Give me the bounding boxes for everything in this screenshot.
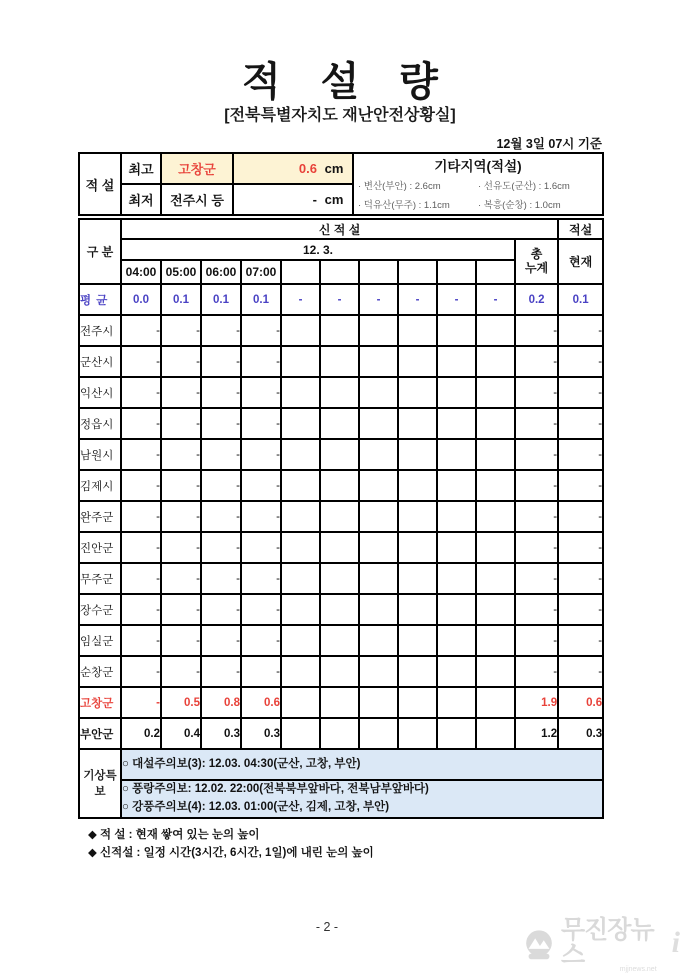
summary-label: 적 설: [79, 153, 121, 215]
row-label: 임실군: [79, 625, 121, 656]
value-cell: [281, 470, 320, 501]
value-cell: [398, 439, 437, 470]
advisory-content: [121, 749, 603, 780]
value-cell: [398, 408, 437, 439]
current-cell: 0.1: [558, 284, 603, 315]
value-cell: -: [201, 315, 241, 346]
other-regions-title: 기타지역(적설): [434, 158, 522, 174]
summary-min-value-cell: [233, 184, 353, 215]
value-cell: [281, 656, 320, 687]
table-row: [79, 532, 603, 563]
current-cell: -: [558, 501, 603, 532]
table-row: [79, 656, 603, 687]
total-cell: -: [515, 408, 558, 439]
value-cell: [476, 532, 515, 563]
value-cell: [359, 563, 398, 594]
time-header: [320, 260, 359, 284]
row-label: 평 균: [79, 284, 121, 315]
row-label: 전주시: [79, 315, 121, 346]
value-cell: -: [476, 284, 515, 315]
value-cell: 0.8: [201, 687, 241, 718]
row-label: 고창군: [79, 687, 121, 718]
summary-max-value-cell: [233, 153, 353, 184]
value-cell: -: [161, 656, 201, 687]
value-cell: -: [121, 625, 161, 656]
other-region-item: · 변산(부안) : 2.6cm: [358, 180, 441, 192]
value-cell: [398, 315, 437, 346]
snow-summary-table: [78, 152, 604, 216]
value-cell: -: [121, 656, 161, 687]
value-cell: [281, 501, 320, 532]
value-cell: -: [241, 594, 281, 625]
value-cell: [359, 687, 398, 718]
value-cell: 0.0: [121, 284, 161, 315]
current-cell: -: [558, 594, 603, 625]
time-header: 07:00: [241, 260, 281, 284]
value-cell: [398, 625, 437, 656]
watermark-i-mark: i: [671, 925, 680, 959]
value-cell: [437, 656, 476, 687]
table-row: [79, 594, 603, 625]
value-cell: [281, 346, 320, 377]
snow-header: 적설: [558, 219, 603, 239]
current-cell: -: [558, 563, 603, 594]
total-cell: -: [515, 470, 558, 501]
total-cell: -: [515, 501, 558, 532]
advisory-line: ○ 대설주의보(3): 12.03. 04:30(군산, 고창, 부안): [122, 757, 361, 770]
current-cell: -: [558, 532, 603, 563]
value-cell: [320, 594, 359, 625]
value-cell: -: [121, 532, 161, 563]
value-cell: -: [201, 439, 241, 470]
value-cell: [320, 439, 359, 470]
value-cell: [320, 346, 359, 377]
current-cell: -: [558, 408, 603, 439]
summary-max-value: 0.6: [298, 161, 317, 176]
value-cell: [437, 625, 476, 656]
time-header: 05:00: [161, 260, 201, 284]
value-cell: [437, 439, 476, 470]
value-cell: -: [201, 346, 241, 377]
value-cell: [320, 501, 359, 532]
value-cell: [320, 377, 359, 408]
value-cell: [476, 408, 515, 439]
value-cell: [476, 594, 515, 625]
time-header: [359, 260, 398, 284]
value-cell: -: [201, 377, 241, 408]
value-cell: [476, 315, 515, 346]
row-label: 순창군: [79, 656, 121, 687]
value-cell: [476, 470, 515, 501]
value-cell: [398, 470, 437, 501]
value-cell: -: [241, 563, 281, 594]
advisory-row: [79, 780, 603, 818]
watermark-text: [561, 918, 671, 973]
value-cell: -: [241, 346, 281, 377]
value-cell: [476, 625, 515, 656]
summary-min-value: -: [312, 192, 317, 207]
value-cell: [320, 687, 359, 718]
value-cell: -: [121, 439, 161, 470]
value-cell: [359, 439, 398, 470]
value-cell: -: [161, 470, 201, 501]
value-cell: -: [161, 501, 201, 532]
value-cell: -: [121, 377, 161, 408]
other-region-item: · 복흥(순창) : 1.0cm: [478, 199, 561, 211]
value-cell: 0.1: [201, 284, 241, 315]
footnotes: [88, 826, 374, 863]
total-cell: -: [515, 315, 558, 346]
table-row: [79, 625, 603, 656]
value-cell: 0.1: [161, 284, 201, 315]
value-cell: [281, 594, 320, 625]
current-cell: 0.6: [558, 687, 603, 718]
value-cell: [437, 377, 476, 408]
footnote-snow: ◆ 적 설 : 현재 쌓여 있는 눈의 높이: [88, 829, 260, 841]
value-cell: [398, 346, 437, 377]
value-cell: [437, 532, 476, 563]
row-label: 무주군: [79, 563, 121, 594]
total-cell: -: [515, 563, 558, 594]
row-label: 완주군: [79, 501, 121, 532]
value-cell: -: [121, 346, 161, 377]
value-cell: -: [320, 284, 359, 315]
time-header: 06:00: [201, 260, 241, 284]
value-cell: [476, 501, 515, 532]
current-cell: -: [558, 470, 603, 501]
value-cell: [437, 501, 476, 532]
value-cell: [281, 439, 320, 470]
value-cell: -: [201, 408, 241, 439]
value-cell: -: [121, 408, 161, 439]
value-cell: [281, 563, 320, 594]
table-row: [79, 563, 603, 594]
table-row: [79, 377, 603, 408]
current-cell: -: [558, 439, 603, 470]
value-cell: [398, 532, 437, 563]
summary-max-unit: cm: [324, 161, 344, 176]
current-cell: -: [558, 656, 603, 687]
value-cell: [437, 718, 476, 749]
value-cell: -: [241, 408, 281, 439]
table-row: [79, 470, 603, 501]
time-header: [281, 260, 320, 284]
value-cell: [437, 408, 476, 439]
value-cell: [476, 346, 515, 377]
snowfall-table: [78, 218, 604, 819]
row-label: 남원시: [79, 439, 121, 470]
value-cell: [476, 687, 515, 718]
value-cell: [320, 625, 359, 656]
row-label: 군산시: [79, 346, 121, 377]
value-cell: -: [121, 563, 161, 594]
value-cell: [398, 377, 437, 408]
value-cell: -: [241, 470, 281, 501]
value-cell: -: [161, 625, 201, 656]
value-cell: [281, 532, 320, 563]
value-cell: -: [121, 315, 161, 346]
table-row: [79, 346, 603, 377]
row-label: 진안군: [79, 532, 121, 563]
mountain-logo-icon: [520, 927, 558, 965]
value-cell: [320, 656, 359, 687]
value-cell: 0.6: [241, 687, 281, 718]
row-label: 김제시: [79, 470, 121, 501]
value-cell: -: [201, 563, 241, 594]
value-cell: [359, 718, 398, 749]
value-cell: [476, 718, 515, 749]
value-cell: [398, 687, 437, 718]
summary-max-label: 최고: [121, 153, 161, 184]
value-cell: [476, 656, 515, 687]
value-cell: [281, 377, 320, 408]
watermark-title: 무진장뉴스: [561, 916, 654, 969]
value-cell: -: [161, 408, 201, 439]
value-cell: 0.5: [161, 687, 201, 718]
value-cell: [437, 687, 476, 718]
total-cell: -: [515, 532, 558, 563]
advisory-line: ○ 강풍주의보(4): 12.03. 01:00(군산, 김제, 고창, 부안): [122, 800, 390, 813]
table-row: [79, 439, 603, 470]
value-cell: -: [161, 563, 201, 594]
value-cell: [320, 718, 359, 749]
value-cell: [281, 408, 320, 439]
value-cell: [320, 532, 359, 563]
summary-min-unit: cm: [324, 192, 344, 207]
value-cell: [398, 594, 437, 625]
value-cell: -: [241, 532, 281, 563]
value-cell: [437, 594, 476, 625]
value-cell: [476, 563, 515, 594]
value-cell: -: [161, 532, 201, 563]
time-header: [437, 260, 476, 284]
value-cell: [320, 563, 359, 594]
page-subtitle: [전북특별자치도 재난안전상황실]: [224, 107, 456, 124]
total-cell: 1.9: [515, 687, 558, 718]
value-cell: 0.1: [241, 284, 281, 315]
value-cell: [359, 625, 398, 656]
other-region-item: · 선유도(군산) : 1.6cm: [478, 180, 570, 192]
value-cell: [359, 315, 398, 346]
value-cell: -: [241, 377, 281, 408]
row-label: 정읍시: [79, 408, 121, 439]
total-cell: -: [515, 656, 558, 687]
advisory-label: 기상특보: [79, 749, 121, 818]
new-snow-header: 신 적 설: [121, 219, 558, 239]
table-row: [79, 687, 603, 718]
time-header: 04:00: [121, 260, 161, 284]
value-cell: -: [161, 439, 201, 470]
total-cell: -: [515, 625, 558, 656]
value-cell: [437, 470, 476, 501]
page-number: - 2 -: [315, 920, 339, 934]
value-cell: -: [121, 594, 161, 625]
value-cell: [359, 408, 398, 439]
value-cell: -: [161, 346, 201, 377]
value-cell: -: [281, 284, 320, 315]
total-cell: 0.2: [515, 284, 558, 315]
news-watermark: [520, 918, 680, 973]
value-cell: [437, 563, 476, 594]
value-cell: -: [201, 532, 241, 563]
value-cell: [320, 470, 359, 501]
summary-min-label: 최저: [121, 184, 161, 215]
summary-max-region: 고창군: [161, 153, 233, 184]
page-title: 적설량: [242, 60, 478, 104]
value-cell: [281, 625, 320, 656]
row-label: 장수군: [79, 594, 121, 625]
row-label: 익산시: [79, 377, 121, 408]
table-row: [79, 501, 603, 532]
other-regions-list: [358, 178, 598, 211]
value-cell: [398, 656, 437, 687]
current-cell: 0.3: [558, 718, 603, 749]
value-cell: [359, 594, 398, 625]
value-cell: -: [241, 625, 281, 656]
current-cell: -: [558, 346, 603, 377]
value-cell: -: [437, 284, 476, 315]
value-cell: 0.2: [121, 718, 161, 749]
value-cell: 0.3: [241, 718, 281, 749]
value-cell: [320, 315, 359, 346]
current-header: 현재: [558, 239, 603, 284]
date-header: 12. 3.: [121, 239, 515, 260]
value-cell: [476, 377, 515, 408]
value-cell: -: [201, 501, 241, 532]
value-cell: -: [201, 625, 241, 656]
value-cell: [359, 470, 398, 501]
value-cell: [359, 532, 398, 563]
total-header: [515, 239, 558, 284]
value-cell: [281, 687, 320, 718]
current-cell: -: [558, 315, 603, 346]
value-cell: 0.3: [201, 718, 241, 749]
value-cell: -: [161, 594, 201, 625]
table-row: [79, 284, 603, 315]
current-cell: -: [558, 625, 603, 656]
row-label: 부안군: [79, 718, 121, 749]
other-region-item: · 덕유산(무주) : 1.1cm: [358, 199, 450, 211]
value-cell: [359, 656, 398, 687]
value-cell: -: [121, 501, 161, 532]
value-cell: -: [121, 687, 161, 718]
value-cell: -: [201, 656, 241, 687]
advisory-content: [121, 780, 603, 818]
reference-datetime: 12월 3일 07시 기준: [496, 137, 602, 151]
value-cell: [281, 315, 320, 346]
value-cell: -: [201, 470, 241, 501]
value-cell: [437, 346, 476, 377]
table-row: [79, 408, 603, 439]
other-regions-box: [353, 153, 603, 215]
table-row: [79, 718, 603, 749]
total-cell: -: [515, 594, 558, 625]
value-cell: [320, 408, 359, 439]
total-header-top: 총: [530, 246, 543, 261]
value-cell: [281, 718, 320, 749]
column-group-header: 구 분: [79, 219, 121, 284]
value-cell: -: [241, 501, 281, 532]
value-cell: [437, 315, 476, 346]
value-cell: 0.4: [161, 718, 201, 749]
total-cell: -: [515, 377, 558, 408]
footnote-new-snow: ◆ 신적설 : 일정 시간(3시간, 6시간, 1일)에 내린 눈의 높이: [88, 847, 374, 860]
value-cell: [398, 501, 437, 532]
total-header-bottom: 누계: [524, 260, 549, 275]
current-cell: -: [558, 377, 603, 408]
time-header: [476, 260, 515, 284]
value-cell: [476, 439, 515, 470]
value-cell: [359, 501, 398, 532]
value-cell: -: [161, 377, 201, 408]
value-cell: [359, 377, 398, 408]
summary-min-region: 전주시 등: [161, 184, 233, 215]
advisory-line: ○ 풍랑주의보: 12.02. 22:00(전북북부앞바다, 전북남부앞바다): [122, 783, 429, 795]
value-cell: -: [359, 284, 398, 315]
value-cell: -: [241, 656, 281, 687]
total-cell: 1.2: [515, 718, 558, 749]
value-cell: -: [398, 284, 437, 315]
total-cell: -: [515, 439, 558, 470]
value-cell: [398, 718, 437, 749]
value-cell: -: [121, 470, 161, 501]
value-cell: [359, 346, 398, 377]
value-cell: -: [161, 315, 201, 346]
time-header: [398, 260, 437, 284]
watermark-url: mjjnews.net: [619, 966, 657, 973]
value-cell: -: [241, 315, 281, 346]
advisory-row: [79, 749, 603, 780]
value-cell: -: [201, 594, 241, 625]
total-cell: -: [515, 346, 558, 377]
value-cell: -: [241, 439, 281, 470]
value-cell: [398, 563, 437, 594]
table-row: [79, 315, 603, 346]
